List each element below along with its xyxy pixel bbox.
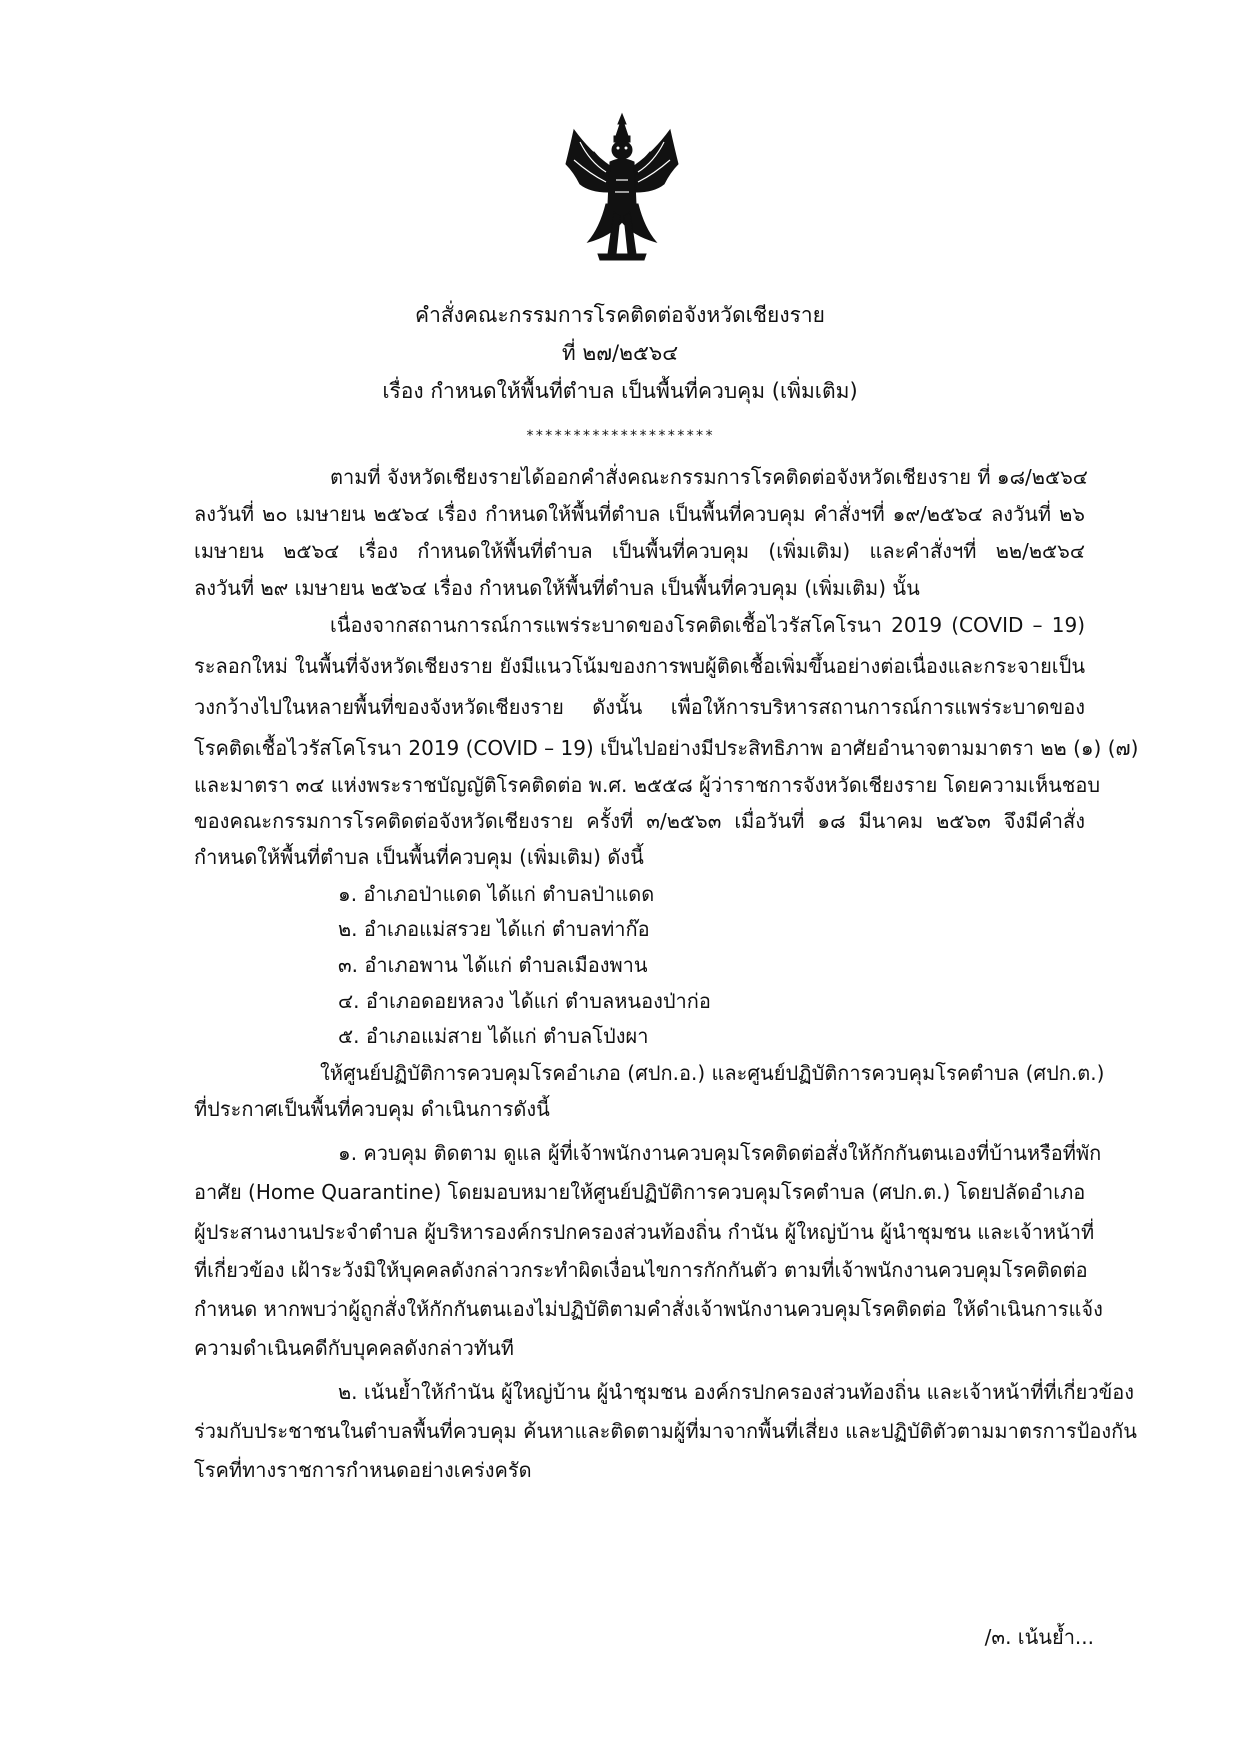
para1-line: ลงวันที่ ๒๙ เมษายน ๒๕๖๔ เรื่อง กำหนดให้พื้นที่ตำบล เป็นพื้นที่ควบคุม (เพิ่มเติม) นั้น (194, 576, 920, 600)
para1-line: เมษายน ๒๕๖๔ เรื่อง กำหนดให้พื้นที่ตำบล เป็นพื้นที่ควบคุม (เพิ่มเติม) และคำสั่งฯที่ ๒๒/๒๕๖๔ (194, 539, 1085, 563)
continuation-marker: /๓. เน้นย้ำ... (984, 1625, 1094, 1649)
order-title: คำสั่งคณะกรรมการโรคติดต่อจังหวัดเชียงราย (415, 303, 825, 327)
para1-line: ลงวันที่ ๒๐ เมษายน ๒๕๖๔ เรื่อง กำหนดให้พื้นที่ตำบล เป็นพื้นที่ควบคุม คำสั่งฯที่ ๑๙/๒๕๖๔ ลงวันที่ ๒๖ (194, 502, 1085, 526)
para2-line: ระลอกใหม่ ในพื้นที่จังหวัดเชียงราย ยังมีแนวโน้มของการพบผู้ติดเชื้อเพิ่มขึ้นอย่างต่อเนื่องและกระจายเป็น (194, 654, 1085, 678)
para2-line: และมาตรา ๓๔ แห่งพระราชบัญญัติโรคติดต่อ พ.ศ. ๒๕๕๘ ผู้ว่าราชการจังหวัดเชียงราย โดยความเห็นชอบ (194, 773, 1101, 797)
area-item: ๔. อำเภอดอยหลวง ได้แก่ ตำบลหนองป่าก่อ (338, 989, 711, 1013)
item2-line: ร่วมกับประชาชนในตำบลพื้นที่ควบคุม ค้นหาและติดตามผู้ที่มาจากพื้นที่เสี่ยง และปฏิบัติตัวตามมาตรการป้องกัน (194, 1419, 1137, 1443)
para2-line: เนื่องจากสถานการณ์การแพร่ระบาดของโรคติดเชื้อไวรัสโคโรนา 2019 (COVID – 19) (330, 613, 1085, 637)
order-number: ที่ ๒๗/๒๕๖๔ (561, 341, 679, 365)
area-item: ๑. อำเภอป่าแดด ได้แก่ ตำบลป่าแดด (338, 882, 655, 906)
item1-line: ความดำเนินคดีกับบุคคลดังกล่าวทันที (194, 1336, 514, 1360)
item1-line: กำหนด หากพบว่าผู้ถูกสั่งให้กักกันตนเองไม่ปฏิบัติตามคำสั่งเจ้าพนักงานควบคุมโรคติดต่อ ให้ดำเนินการแจ้ง (194, 1297, 1103, 1321)
para1-line: ตามที่ จังหวัดเชียงรายได้ออกคำสั่งคณะกรรมการโรคติดต่อจังหวัดเชียงราย ที่ ๑๘/๒๕๖๔ (330, 465, 1088, 489)
item1-line: ที่เกี่ยวข้อง เฝ้าระวังมิให้บุคคลดังกล่าวกระทำผิดเงื่อนไขการกักกันตัว ตามที่เจ้าพนักงานควบคุมโรคติดต่อ (194, 1258, 1088, 1282)
item1-line: ผู้ประสานงานประจำตำบล ผู้บริหารองค์กรปกครองส่วนท้องถิ่น กำนัน ผู้ใหญ่บ้าน ผู้นำชุมชน และเจ้าหน้าที่ (194, 1220, 1095, 1244)
item2-line: ๒. เน้นย้ำให้กำนัน ผู้ใหญ่บ้าน ผู้นำชุมชน องค์กรปกครองส่วนท้องถิ่น และเจ้าหน้าที่ที่เกี่ยวข้อง (338, 1380, 1135, 1404)
para3-line: ที่ประกาศเป็นพื้นที่ควบคุม ดำเนินการดังนี้ (194, 1097, 550, 1121)
item1-line: ๑. ควบคุม ติดตาม ดูแล ผู้ที่เจ้าพนักงานควบคุมโรคติดต่อสั่งให้กักกันตนเองที่บ้านหรือที่พัก (338, 1141, 1102, 1165)
para3-line: ให้ศูนย์ปฏิบัติการควบคุมโรคอำเภอ (ศปก.อ.) และศูนย์ปฏิบัติการควบคุมโรคตำบล (ศปก.ต.) (320, 1061, 1105, 1085)
para2-line: โรคติดเชื้อไวรัสโคโรนา 2019 (COVID – 19) เป็นไปอย่างมีประสิทธิภาพ อาศัยอำนาจตามมาตรา ๒๒ (๑) (๗) (194, 736, 1139, 760)
order-subject: เรื่อง กำหนดให้พื้นที่ตำบล เป็นพื้นที่ควบคุม (เพิ่มเติม) (382, 379, 858, 403)
separator: ******************** (525, 428, 715, 444)
area-item: ๓. อำเภอพาน ได้แก่ ตำบลเมืองพาน (338, 953, 648, 977)
para2-line: กำหนดให้พื้นที่ตำบล เป็นพื้นที่ควบคุม (เพิ่มเติม) ดังนี้ (194, 845, 644, 869)
item2-line: โรคที่ทางราชการกำหนดอย่างเคร่งครัด (194, 1458, 532, 1482)
para2-line: ของคณะกรรมการโรคติดต่อจังหวัดเชียงราย ครั้งที่ ๓/๒๕๖๓ เมื่อวันที่ ๑๘ มีนาคม ๒๕๖๓ จึงมีคำสั่ง (194, 809, 1085, 833)
para2-line: วงกว้างไปในหลายพื้นที่ของจังหวัดเชียงราย ดังนั้น เพื่อให้การบริหารสถานการณ์การแพร่ระบาดของ (194, 695, 1085, 719)
area-item: ๕. อำเภอแม่สาย ได้แก่ ตำบลโป่งผา (338, 1024, 649, 1048)
item1-line: อาศัย (Home Quarantine) โดยมอบหมายให้ศูนย์ปฏิบัติการควบคุมโรคตำบล (ศปก.ต.) โดยปลัดอำเภอ (194, 1180, 1086, 1204)
area-item: ๒. อำเภอแม่สรวย ได้แก่ ตำบลท่าก๊อ (338, 917, 650, 941)
garuda-emblem-icon (560, 112, 684, 264)
